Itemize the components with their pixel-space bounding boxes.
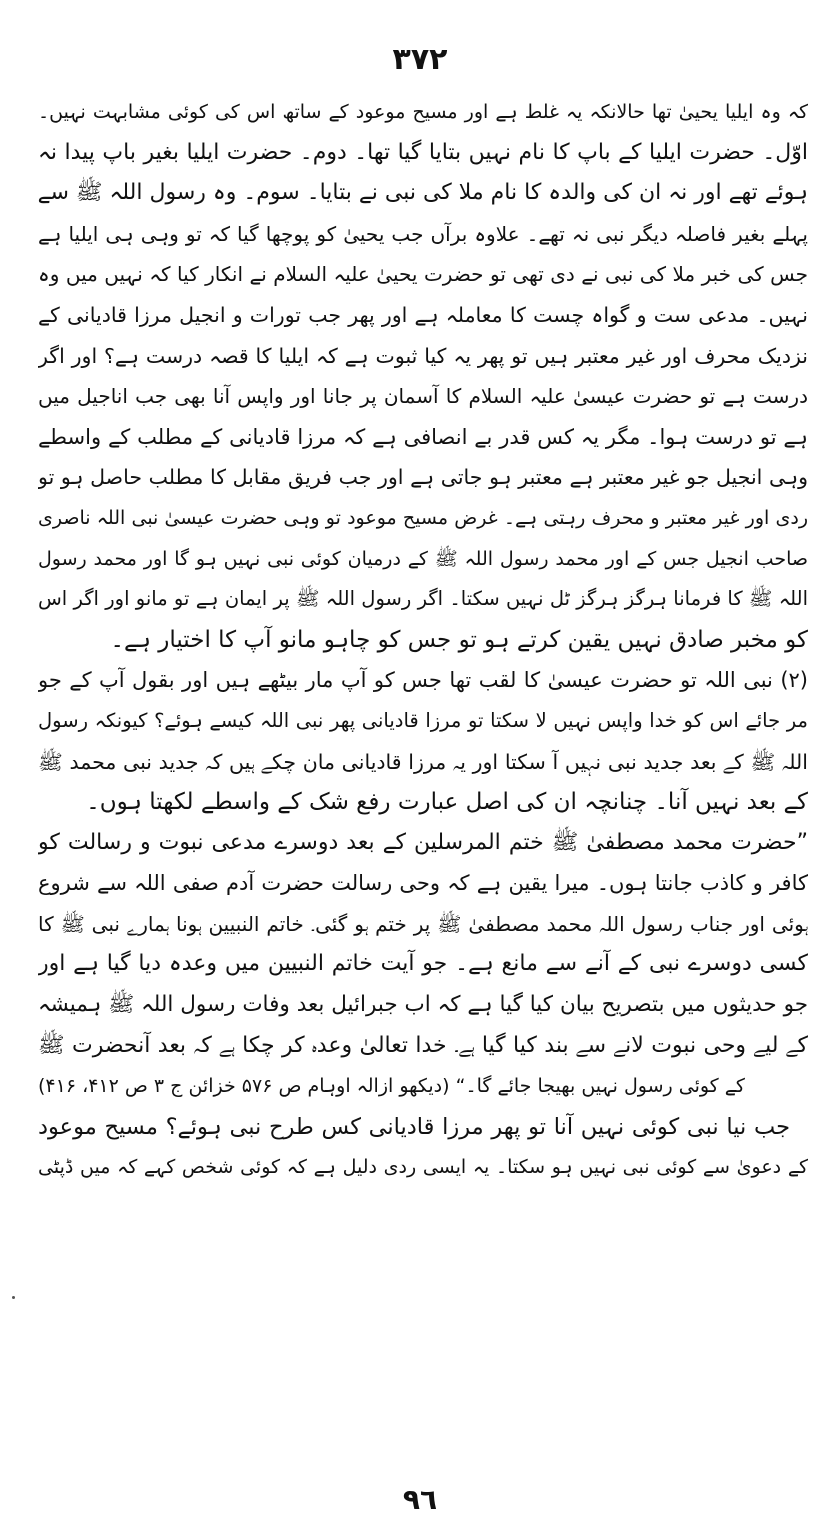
page-body-text (38, 92, 808, 1188)
text-line: نہیں۔ مدعی ست و گواہ چست کا معاملہ ہے اور پھر جب تورات و انجیل مرزا قادیانی کے (38, 302, 808, 327)
text-line: اللہ ﷺ کے بعد جدید نبی نہیں آ سکتا اور یہ مرزا قادیانی مان چکے ہیں کہ جدید نبی محمد ﷺ (38, 749, 808, 774)
text-line: ہوئے تھے اور نہ ان کی والدہ کا نام ملا کی نبی نے بتایا۔ سوم۔ وہ رسول اللہ ﷺ سے (38, 180, 808, 206)
text-line: اللہ ﷺ کا فرمانا ہرگز ہرگز ٹل نہیں سکتا۔ اگر رسول اللہ ﷺ پر ایمان ہے تو مانو اور اگر اس (38, 587, 808, 611)
text-line: مر جائے اس کو خدا واپس نہیں لا سکتا تو مرزا قادیانی پھر نبی اللہ کیسے ہوئے؟ کیونکہ رسول (38, 708, 808, 732)
text-line: درست ہے تو حضرت عیسیٰ علیہ السلام کا آسمان پر جانا اور واپس آنا بھی جب اناجیل میں (38, 384, 808, 409)
quote-line: جو حدیثوں میں بتصریح بیان کیا گیا ہے کہ اب جبرائیل بعد وفات رسول اللہ ﷺ ہمیشہ (38, 992, 808, 1018)
page-number-top: ٣٧٢ (392, 42, 448, 77)
text-line: کو مخبر صادق نہیں یقین کرتے ہو تو جس کو چاہو مانو آپ کا اختیار ہے۔ (110, 626, 808, 653)
text-line: (۲) نبی اللہ تو حضرت عیسیٰ کا لقب تھا جس کو آپ مار بیٹھے ہیں اور بقول آپ کے جو (38, 668, 808, 693)
quote-line: ”حضرت محمد مصطفیٰ ﷺ ختم المرسلین کے بعد دوسرے مدعی نبوت و رسالت کو (38, 829, 808, 855)
text-line: ہے تو درست ہوا۔ مگر یہ کس قدر بے انصافی ہے کہ مرزا قادیانی کے مطلب کے واسطے (38, 424, 808, 449)
text-line: صاحب انجیل جس کے اور محمد رسول اللہ ﷺ کے درمیان کوئی نبی نہیں ہو گا اور محمد رسول (38, 547, 808, 570)
text-line: اوّل۔ حضرت ایلیا کے باپ کا نام نہیں بتایا گیا تھا۔ دوم۔ حضرت ایلیا بغیر باپ پیدا نہ (38, 139, 808, 165)
text-line: وہی انجیل جو غیر معتبر ہے معتبر ہو جاتی ہے اور جب فریق مقابل کا مطلب حاصل ہو تو (38, 465, 808, 490)
text-line: کے دعویٰ سے کوئی نبی نہیں ہو سکتا۔ یہ ایسی ردی دلیل ہے کہ کوئی شخص کہے کہ میں ڈپٹی (38, 1156, 808, 1179)
quote-line: کسی دوسرے نبی کے آنے سے مانع ہے۔ جو آیت خاتم النبیین میں وعدہ دیا گیا ہے اور (38, 951, 808, 977)
text-line: نزدیک محرف اور غیر معتبر ہیں تو پھر یہ کیا ثبوت ہے کہ ایلیا کا قصہ درست ہے؟ اور اگر (38, 343, 808, 368)
text-line: پہلے بغیر فاصلہ دیگر نبی نہ تھے۔ علاوہ برآں جب یحییٰ کو پوچھا گیا کہ تو وہی ہی ایلیا ہے (38, 221, 808, 246)
text-line: ردی اور غیر معتبر و محرف رہتی ہے۔ غرض مسیح موعود تو وہی حضرت عیسیٰ نبی اللہ ناصری (38, 506, 808, 529)
quote-line: کے لیے وحی نبوت لانے سے بند کیا گیا ہے۔ خدا تعالیٰ وعدہ کر چکا ہے کہ بعد آنحضرت ﷺ (38, 1032, 808, 1058)
citation-line: کے کوئی رسول نہیں بھیجا جائے گا۔“ (دیکھو ازالہ اوہام ص ۵۷۶ خزائن ج ۳ ص ۴۱۲، ۴۱۶) (38, 1075, 745, 1098)
text-line: کہ وہ ایلیا یحییٰ تھا حالانکہ یہ غلط ہے اور مسیح موعود کے ساتھ اس کی کوئی مشابہت نہیں۔ (38, 101, 808, 123)
text-line: جب نیا نبی کوئی نہیں آنا تو پھر مرزا قادیانی کس طرح نبی ہوئے؟ مسیح موعود (38, 1113, 790, 1140)
scan-speck (12, 1296, 15, 1299)
quote-line: کافر و کاذب جانتا ہوں۔ میرا یقین ہے کہ وحی رسالت حضرت آدم صفی اللہ سے شروع (38, 871, 808, 896)
text-line: کے بعد نہیں آنا۔ چنانچہ ان کی اصل عبارت رفع شک کے واسطے لکھتا ہوں۔ (86, 789, 808, 816)
quote-line: ہوئی اور جناب رسول اللہ محمد مصطفیٰ ﷺ پر ختم ہو گئی۔ خاتم النبیین ہونا ہمارے نبی ﷺ کا (38, 911, 808, 936)
page-number-bottom: ٩٦ (402, 1483, 438, 1516)
text-line: جس کی خبر ملا کی نبی نے دی تھی تو حضرت یحییٰ علیہ السلام نے انکار کیا کہ نہیں میں وہ (38, 262, 808, 287)
